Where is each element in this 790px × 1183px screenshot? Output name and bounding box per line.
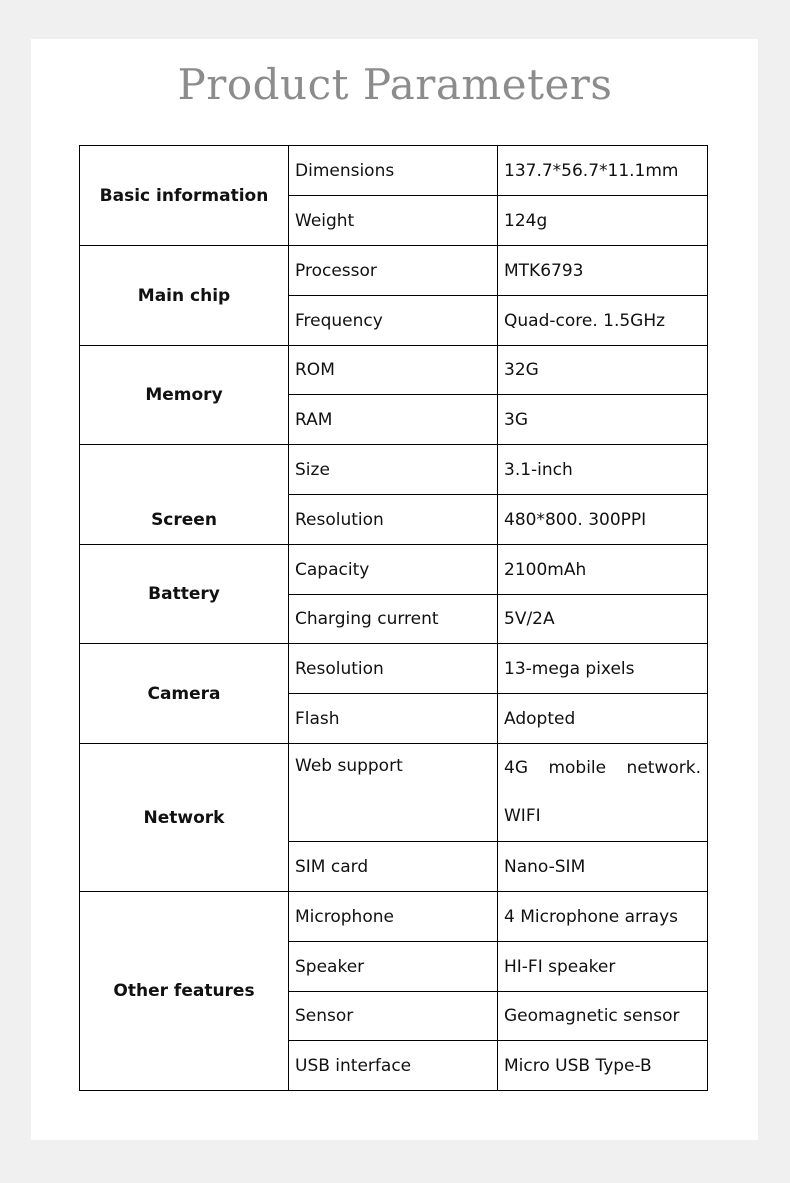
table-row bbox=[80, 445, 708, 495]
value-cell: 124g bbox=[498, 196, 708, 246]
category-cell: Camera bbox=[80, 644, 289, 744]
category-cell: Network bbox=[80, 744, 289, 892]
table-row bbox=[80, 892, 708, 942]
param-cell: Frequency bbox=[289, 296, 498, 346]
value-cell: 3.1-inch bbox=[498, 445, 708, 495]
table-row bbox=[80, 545, 708, 595]
parameters-table bbox=[79, 145, 708, 1091]
table-row bbox=[80, 346, 708, 395]
value-cell: 4G mobile network. WIFI bbox=[498, 744, 708, 842]
value-cell: HI-FI speaker bbox=[498, 942, 708, 992]
category-cell: Main chip bbox=[80, 246, 289, 346]
table-row bbox=[80, 744, 708, 842]
category-cell: Other features bbox=[80, 892, 289, 1091]
param-cell: Microphone bbox=[289, 892, 498, 942]
category-cell: Battery bbox=[80, 545, 289, 644]
param-cell: RAM bbox=[289, 395, 498, 445]
param-cell: USB interface bbox=[289, 1041, 498, 1091]
value-cell: 3G bbox=[498, 395, 708, 445]
value-cell: 137.7*56.7*11.1mm bbox=[498, 146, 708, 196]
category-cell: Screen bbox=[80, 445, 289, 545]
param-cell: Dimensions bbox=[289, 146, 498, 196]
category-cell: Memory bbox=[80, 346, 289, 445]
value-cell: Micro USB Type-B bbox=[498, 1041, 708, 1091]
param-cell: Size bbox=[289, 445, 498, 495]
value-cell: 2100mAh bbox=[498, 545, 708, 595]
value-cell: 480*800. 300PPI bbox=[498, 495, 708, 545]
page-title: Product Parameters bbox=[177, 60, 613, 109]
value-cell: Adopted bbox=[498, 694, 708, 744]
value-cell: Nano-SIM bbox=[498, 842, 708, 892]
param-cell: Processor bbox=[289, 246, 498, 296]
param-cell: Weight bbox=[289, 196, 498, 246]
table-row bbox=[80, 644, 708, 694]
category-cell: Basic information bbox=[80, 146, 289, 246]
param-cell: Charging current bbox=[289, 595, 498, 644]
param-cell: Speaker bbox=[289, 942, 498, 992]
value-cell: Quad-core. 1.5GHz bbox=[498, 296, 708, 346]
value-cell: Geomagnetic sensor bbox=[498, 992, 708, 1041]
table-row bbox=[80, 246, 708, 296]
value-cell: MTK6793 bbox=[498, 246, 708, 296]
value-cell: 4 Microphone arrays bbox=[498, 892, 708, 942]
value-cell: 13-mega pixels bbox=[498, 644, 708, 694]
param-cell: SIM card bbox=[289, 842, 498, 892]
param-cell: ROM bbox=[289, 346, 498, 395]
param-cell: Capacity bbox=[289, 545, 498, 595]
param-cell: Resolution bbox=[289, 644, 498, 694]
table-row bbox=[80, 146, 708, 196]
value-cell: 5V/2A bbox=[498, 595, 708, 644]
param-cell: Sensor bbox=[289, 992, 498, 1041]
value-cell: 32G bbox=[498, 346, 708, 395]
param-cell: Flash bbox=[289, 694, 498, 744]
param-cell: Resolution bbox=[289, 495, 498, 545]
param-cell: Web support bbox=[289, 744, 498, 842]
